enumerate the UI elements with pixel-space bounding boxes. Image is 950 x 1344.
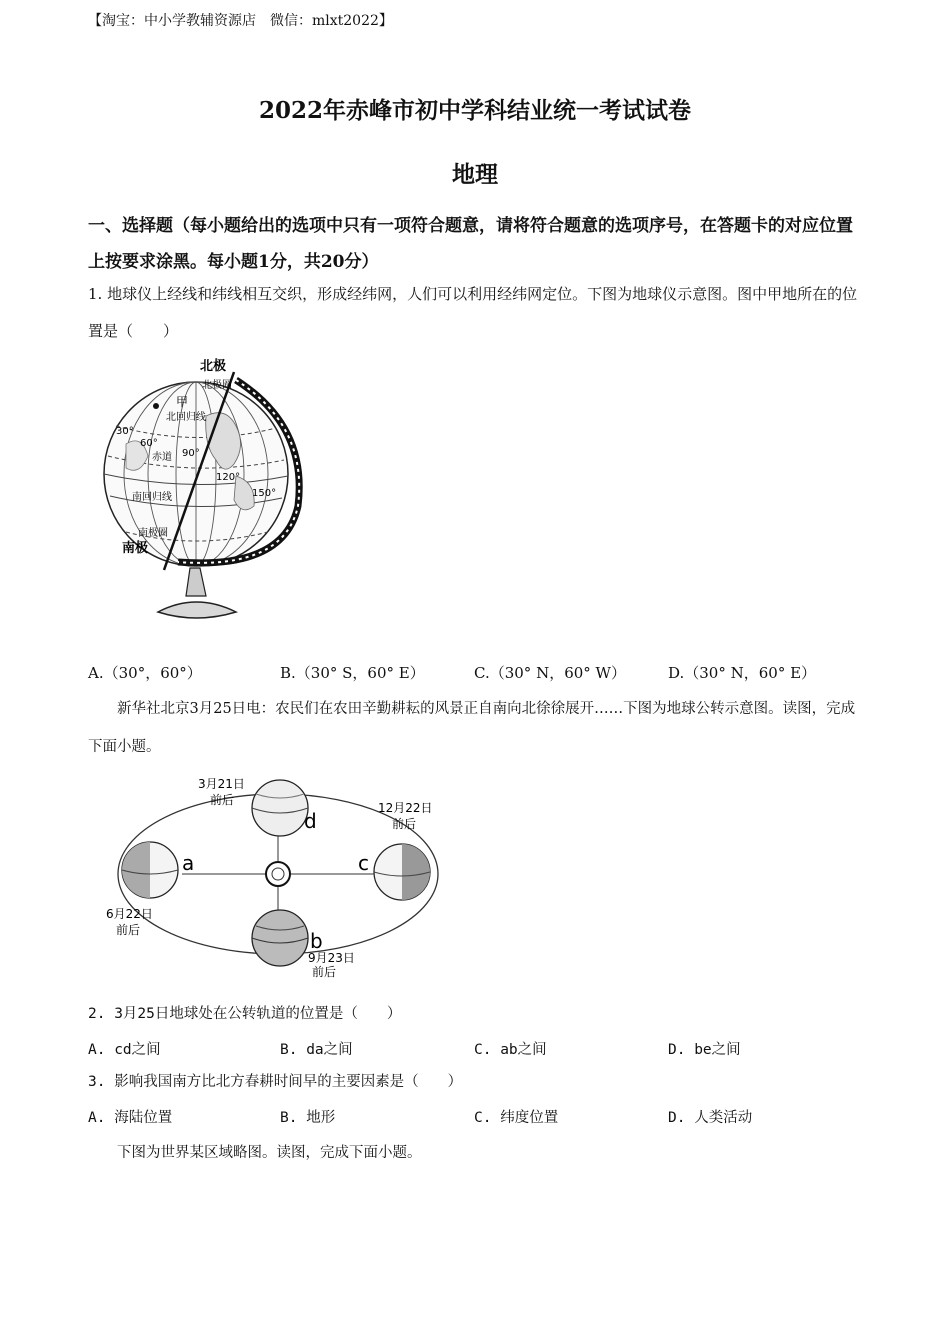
label-sep23-sub: 前后 [312, 965, 337, 978]
label-b: b [310, 929, 323, 953]
option-d[interactable]: D. be之间 [668, 1042, 741, 1058]
label-mar21-sub: 前后 [210, 793, 235, 807]
question-3-options [88, 1106, 868, 1130]
option-b[interactable]: B. 地形 [280, 1110, 336, 1126]
earth-c [374, 844, 430, 900]
label-arctic-circle: 北极圈 [202, 380, 232, 391]
label-equator: 赤道 [152, 452, 172, 463]
option-c[interactable]: C. 纬度位置 [474, 1110, 559, 1126]
section-heading: 一、选择题（每小题给出的选项中只有一项符合题意，请将符合题意的选项序号，在答题卡的对应位置上按要求涂黑。每小题1分，共20分） [88, 216, 853, 272]
globe-stand-neck [186, 568, 206, 596]
option-d[interactable]: D. 人类活动 [668, 1110, 753, 1126]
label-dec22-sub: 前后 [392, 817, 417, 831]
question-3-stem: 3. 影响我国南方比北方春耕时间早的主要因素是（ ） [88, 1074, 463, 1090]
question-2-stem: 2. 3月25日地球处在公转轨道的位置是（ ） [88, 1006, 402, 1022]
header-note: 【淘宝：中小学教辅资源店 微信：mlxt2022】 [88, 13, 393, 29]
question-1-stem: 1. 地球仪上经线和纬线相互交织，形成经纬网，人们可以利用经纬网定位。下图为地球仪示意图。图中甲地所在的位置是（ ） [88, 285, 858, 340]
intro-paragraph-2: 新华社北京3月25日电：农民们在农田辛勤耕耘的风景正自南向北徐徐展开……下图为地球公转示意图。读图，完成下面小题。 [88, 701, 856, 755]
label-north-pole: 北极 [200, 359, 227, 374]
label-30deg: 30° [116, 426, 134, 437]
label-jia: 甲 [176, 395, 189, 409]
earth-a [122, 842, 178, 898]
option-b[interactable]: B.（30° S，60° E） [280, 664, 425, 682]
subject-title: 地理 [452, 161, 498, 188]
option-a[interactable]: A. cd之间 [88, 1042, 161, 1058]
label-south-pole: 南极 [122, 541, 149, 556]
label-d: d [304, 809, 317, 833]
label-c: c [358, 851, 369, 875]
label-jun22: 6月22日 [106, 907, 153, 921]
point-jia-marker [153, 403, 159, 409]
option-a[interactable]: A. 海陆位置 [88, 1110, 173, 1126]
option-d[interactable]: D.（30° N，60° E） [668, 664, 817, 682]
option-c[interactable]: C. ab之间 [474, 1042, 547, 1058]
label-150deg: 150° [252, 488, 277, 499]
intro-paragraph-3: 下图为世界某区域略图。读图，完成下面小题。 [117, 1145, 422, 1161]
label-a: a [182, 851, 195, 875]
exam-title: 2022年赤峰市初中学科结业统一考试试卷 [258, 97, 691, 124]
earth-b [252, 910, 308, 966]
label-antarctic-circle: 南极圈 [138, 528, 168, 539]
label-sep23: 9月23日 [308, 951, 355, 965]
option-a[interactable]: A.（30°，60°） [88, 664, 202, 682]
label-mar21: 3月21日 [198, 777, 245, 791]
option-b[interactable]: B. da之间 [280, 1042, 353, 1058]
question-1-options [88, 662, 868, 686]
option-c[interactable]: C.（30° N，60° W） [474, 664, 626, 682]
orbit-figure [86, 766, 470, 978]
earth-d [252, 780, 308, 836]
label-tropic-cancer: 北回归线 [166, 412, 206, 423]
label-90deg: 90° [182, 448, 200, 459]
globe-figure [86, 356, 306, 628]
globe-stand-base [158, 602, 236, 618]
label-jun22-sub: 前后 [116, 923, 141, 937]
label-120deg: 120° [216, 472, 241, 483]
label-dec22: 12月22日 [378, 801, 433, 815]
label-tropic-capricorn: 南回归线 [132, 492, 172, 503]
question-2-options [88, 1038, 868, 1062]
label-60deg: 60° [140, 438, 158, 449]
